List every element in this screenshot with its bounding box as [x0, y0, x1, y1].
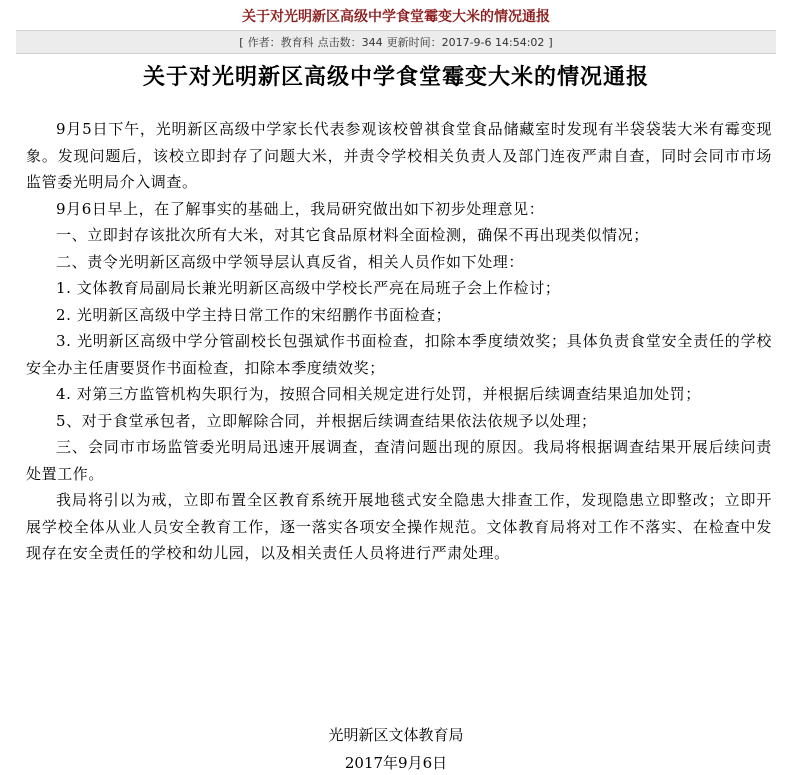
article-paragraph: 9月5日下午，光明新区高级中学家长代表参观该校曾祺食堂食品储藏室时发现有半袋袋装大米有霉变现象。发现问题后，该校立即封存了问题大米，并责令学校相关负责人及部门连夜严肃自查，同时会同市市场监管委光明局介入调查。	[26, 120, 772, 191]
article-meta-bar	[16, 30, 776, 54]
meta-updated: 更新时间：2017-9-6 14:54:02	[386, 36, 545, 49]
article-paragraph: 2. 光明新区高级中学主持日常工作的宋绍鹏作书面检查；	[56, 305, 452, 324]
article-body	[26, 116, 772, 567]
meta-clicks: 点击数：344	[317, 36, 383, 49]
article-paragraph: 二、责令光明新区高级中学领导层认真反省，相关人员作如下处理：	[56, 252, 525, 271]
article-paragraph: 我局将引以为戒，立即布置全区教育系统开展地毯式安全隐患大排查工作，发现隐患立即整改；立即开展学校全体从业人员安全教育工作，逐一落实各项安全操作规范。文体教育局将对工作不落实、在检查中发现存在安全责任的学校和幼儿园，以及相关责任人员将进行严肃处理。	[26, 491, 772, 562]
article-paragraph: 9月6日早上，在了解事实的基础上，我局研究做出如下初步处理意见：	[56, 199, 545, 218]
article-paragraph: 4. 对第三方监管机构失职行为，按照合同相关规定进行处罚，并根据后续调查结果追加处罚；	[56, 385, 701, 403]
article-paragraph: 3. 光明新区高级中学分管副校长包强斌作书面检查，扣除本季度绩效奖；具体负责食堂安全责任的学校安全办主任唐要贤作书面检查，扣除本季度绩效奖；	[26, 332, 772, 377]
signature-date: 2017年9月6日	[344, 754, 448, 772]
article-title: 关于对光明新区高级中学食堂霉变大米的情况通报	[142, 64, 649, 90]
meta-open-bracket: [	[239, 35, 244, 49]
article-paragraph: 三、会同市市场监管委光明局迅速开展调查，查清问题出现的原因。我局将根据调查结果开展后续问责处置工作。	[26, 438, 772, 483]
page-header-title: 关于对光明新区高级中学食堂霉变大米的情况通报	[242, 9, 550, 25]
signature-org: 光明新区文体教育局	[328, 726, 464, 744]
article-paragraph: 5、对于食堂承包者，立即解除合同，并根据后续调查结果依法依规予以处理；	[56, 411, 597, 430]
article-paragraph: 1. 文体教育局副局长兼光明新区高级中学校长严亮在局班子会上作检讨；	[56, 279, 561, 297]
meta-author: 作者：教育科	[247, 36, 314, 49]
article-paragraph: 一、立即封存该批次所有大米，对其它食品原材料全面检测，确保不再出现类似情况；	[56, 226, 649, 244]
meta-close-bracket: ]	[548, 35, 553, 49]
